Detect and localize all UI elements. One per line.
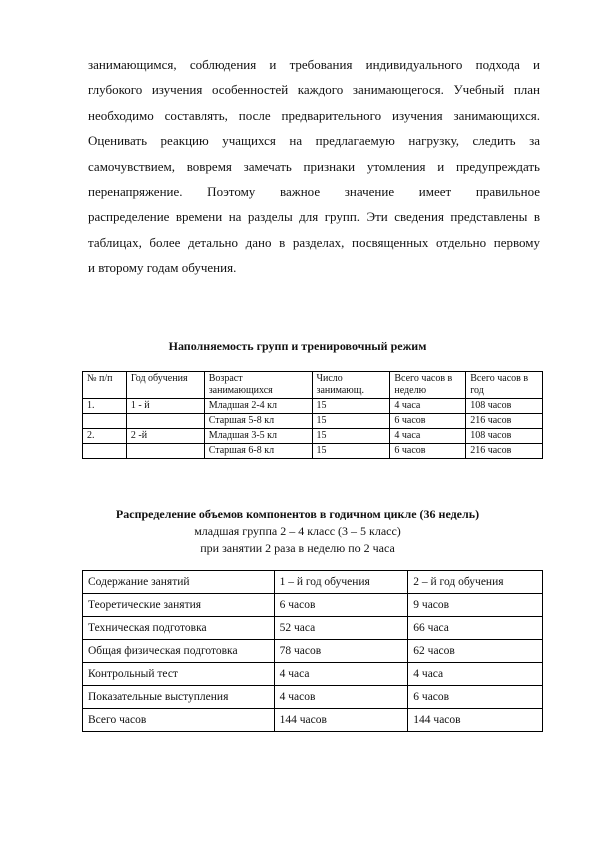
paragraph-line: таблицах, более детально дано в разделах, посвященных отдельно первому xyxy=(88,234,540,250)
table-cell: 6 часов xyxy=(390,444,466,459)
table-row xyxy=(83,399,543,414)
table-cell: 52 часа xyxy=(274,617,408,640)
table-cell: 4 часа xyxy=(408,663,543,686)
table-cell: 1. xyxy=(83,399,127,414)
paragraph-line: перенапряжение. Поэтому важное значение имеет правильное xyxy=(88,184,540,200)
paragraph-line: необходимо составлять, после предварительного изучения занимающихся. xyxy=(88,107,540,123)
table-cell: Теоретические занятия xyxy=(83,594,275,617)
table-cell: Старшая 5-8 кл xyxy=(204,414,312,429)
table-cell xyxy=(126,414,204,429)
table-cell: 216 часов xyxy=(466,444,543,459)
table-cell xyxy=(83,414,127,429)
header-cell: Всего часов в неделю xyxy=(390,372,466,399)
table-cell: Контрольный тест xyxy=(83,663,275,686)
header-cell: Число занимающ. xyxy=(312,372,390,399)
annual-cycle-table xyxy=(82,570,543,732)
table-cell: 6 часов xyxy=(390,414,466,429)
table-cell: 108 часов xyxy=(466,429,543,444)
table-cell: Младшая 3-5 кл xyxy=(204,429,312,444)
table-row xyxy=(83,414,543,429)
table-cell: 78 часов xyxy=(274,640,408,663)
table-cell: 6 часов xyxy=(274,594,408,617)
paragraph-line: Оценивать реакцию учащихся на предлагаемую нагрузку, следить за xyxy=(88,133,540,149)
table-cell xyxy=(126,444,204,459)
table-row xyxy=(83,594,543,617)
paragraph-line: занимающимся, соблюдения и требования индивидуального подхода и xyxy=(88,57,540,72)
table-cell: 15 xyxy=(312,444,390,459)
table-cell: 216 часов xyxy=(466,414,543,429)
table2-title-line: Распределение объемов компонентов в годичном цикле (36 недель) xyxy=(115,507,480,521)
table-row xyxy=(83,444,543,459)
paragraph-line: и второму годам обучения. xyxy=(88,260,237,276)
header-cell: Год обучения xyxy=(126,372,204,399)
table-cell: 4 часа xyxy=(390,399,466,414)
table-cell: 108 часов xyxy=(466,399,543,414)
table-cell: 6 часов xyxy=(408,686,543,709)
table-cell: Показательные выступления xyxy=(83,686,275,709)
table-cell: 4 часа xyxy=(390,429,466,444)
table-header-row xyxy=(83,571,543,594)
table-cell: Младшая 2-4 кл xyxy=(204,399,312,414)
header-cell: Возраст занимающихся xyxy=(204,372,312,399)
header-cell: 1 – й год обучения xyxy=(274,571,408,594)
paragraph-line: распределение времени на разделы для групп. Эти сведения представлены в xyxy=(88,209,540,225)
table-row xyxy=(83,686,543,709)
table-cell: 144 часов xyxy=(408,709,543,732)
table-cell: Всего часов xyxy=(83,709,275,732)
table-cell: Старшая 6-8 кл xyxy=(204,444,312,459)
header-cell: 2 – й год обучения xyxy=(408,571,543,594)
header-cell: Всего часов в год xyxy=(466,372,543,399)
table-row xyxy=(83,429,543,444)
table-cell: Техническая подготовка xyxy=(83,617,275,640)
table-cell: 15 xyxy=(312,414,390,429)
table-cell: 9 часов xyxy=(408,594,543,617)
table-cell: 4 часа xyxy=(274,663,408,686)
table-cell: 15 xyxy=(312,429,390,444)
table-cell: Общая физическая подготовка xyxy=(83,640,275,663)
table-cell: 62 часов xyxy=(408,640,543,663)
table2-title xyxy=(0,506,595,557)
table-cell: 15 xyxy=(312,399,390,414)
table-cell: 1 - й xyxy=(126,399,204,414)
group-schedule-table xyxy=(82,371,543,459)
table-row xyxy=(83,617,543,640)
table2-subtitle-line: при занятии 2 раза в неделю по 2 часа xyxy=(200,541,395,555)
table-row xyxy=(83,640,543,663)
table-cell: 66 часа xyxy=(408,617,543,640)
table-cell: 2. xyxy=(83,429,127,444)
table-cell: 4 часов xyxy=(274,686,408,709)
table2-subtitle-line: младшая группа 2 – 4 класс (3 – 5 класс) xyxy=(194,524,401,538)
header-cell: Содержание занятий xyxy=(83,571,275,594)
table1-title: Наполняемость групп и тренировочный режим xyxy=(168,339,427,353)
table-row xyxy=(83,709,543,732)
table-row xyxy=(83,663,543,686)
body-paragraph xyxy=(88,52,540,281)
table-cell: 144 часов xyxy=(274,709,408,732)
table-header-row xyxy=(83,372,543,399)
table-cell xyxy=(83,444,127,459)
table-cell: 2 -й xyxy=(126,429,204,444)
header-cell: № п/п xyxy=(83,372,127,399)
paragraph-line: самочувствием, вовремя замечать признаки утомления и предупреждать xyxy=(88,158,540,174)
paragraph-line: глубокого изучения особенностей каждого занимающегося. Учебный план xyxy=(88,82,540,98)
